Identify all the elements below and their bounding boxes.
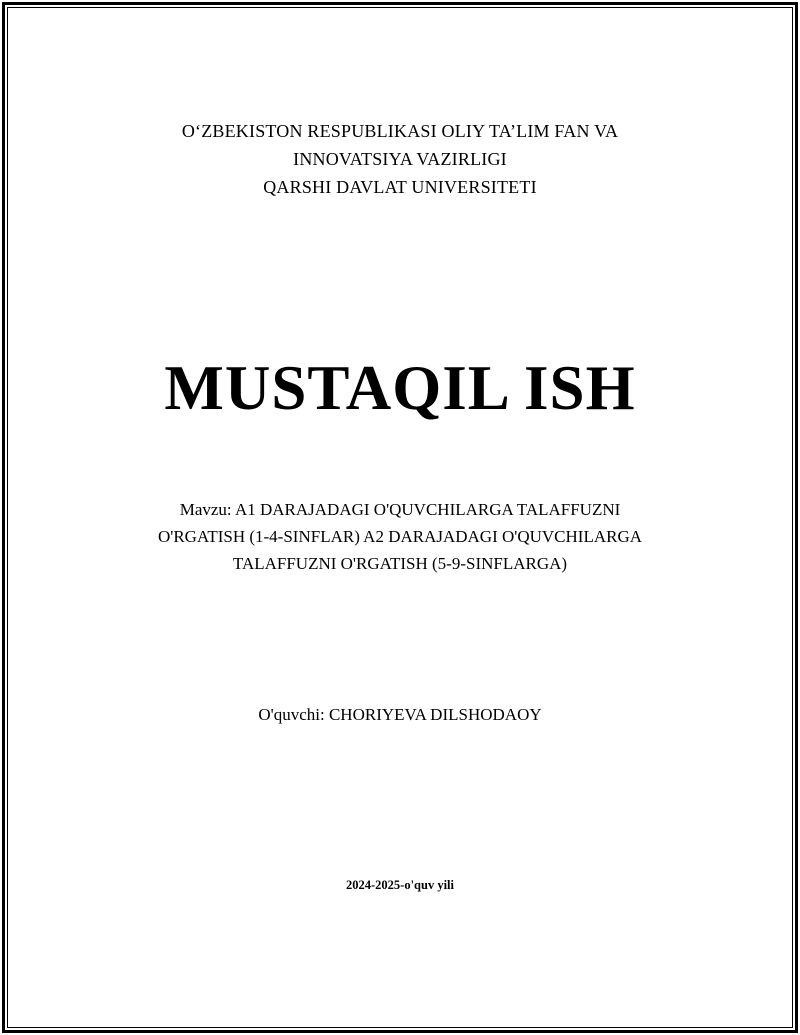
- header-line-3: QARSHI DAVLAT UNIVERSITETI: [263, 177, 537, 197]
- header-line-2: INNOVATSIYA VAZIRLIGI: [293, 149, 507, 169]
- topic-line-1: Mavzu: A1 DARAJADAGI O'QUVCHILARGA TALAFFUZNI: [179, 500, 621, 519]
- header-line-1: OʻZBEKISTON RESPUBLIKASI OLIY TA’LIM FAN VA: [181, 121, 619, 141]
- topic-line-2: O'RGATISH (1-4-SINFLAR) A2 DARAJADAGI O'QUVCHILARGA: [157, 527, 642, 546]
- student-line: O'quvchi: CHORIYEVA DILSHODAOY: [258, 705, 542, 724]
- document-title: MUSTAQIL ISH: [164, 353, 636, 423]
- ministry-header: [40, 117, 760, 201]
- academic-year-footer: 2024-2025-o'quv yili: [346, 878, 454, 892]
- topic-line-3: TALAFFUZNI O'RGATISH (5-9-SINFLARGA): [232, 554, 568, 573]
- topic-block: [60, 496, 740, 577]
